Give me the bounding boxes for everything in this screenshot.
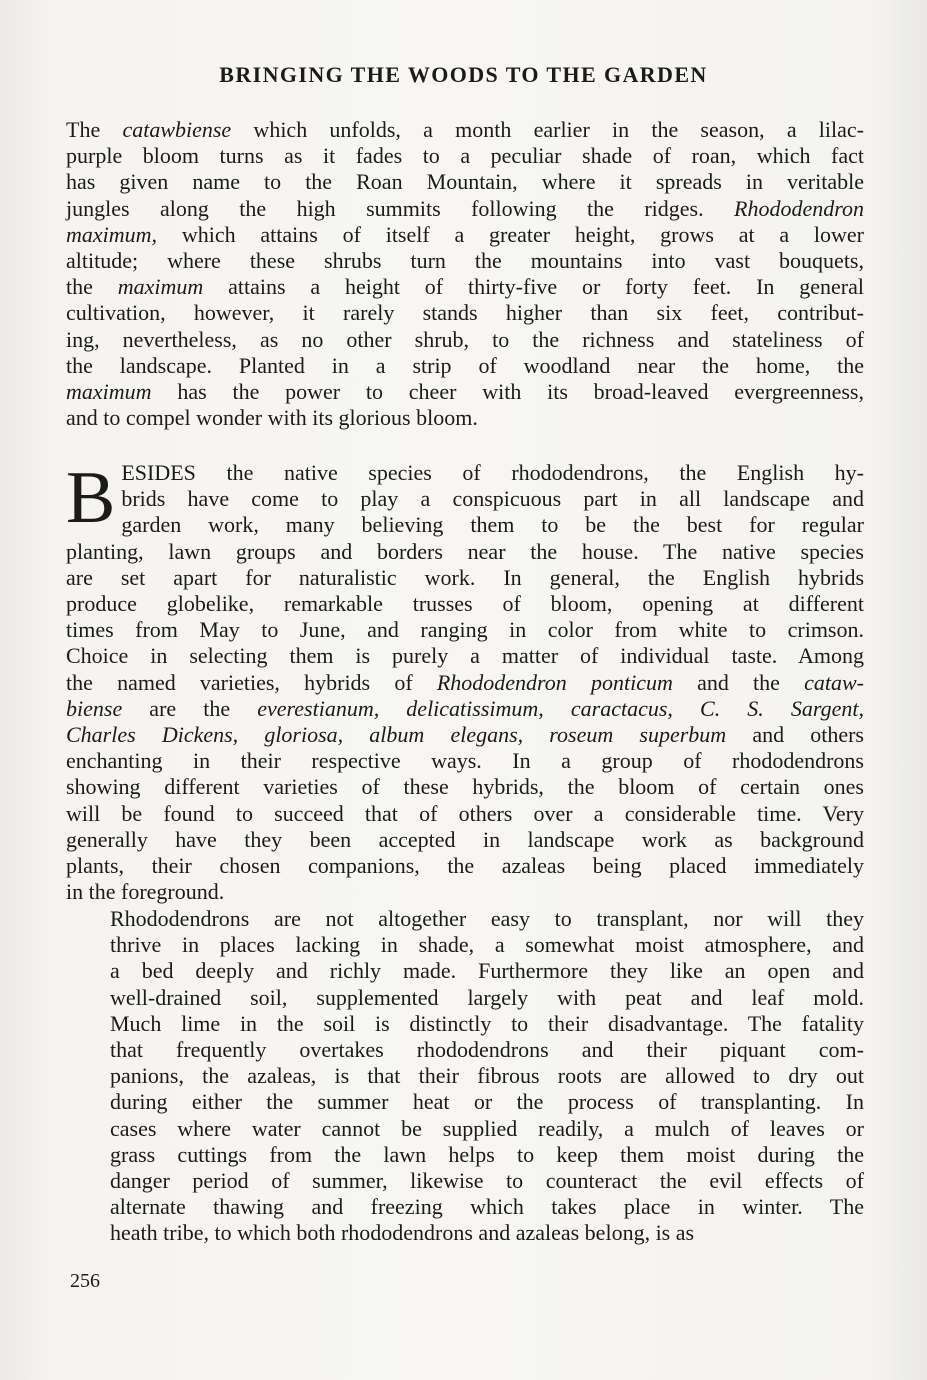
text-run: plants, their chosen companions, the azaleas being placed immediately <box>66 853 864 879</box>
text-line <box>66 353 864 379</box>
italic-run: Charles Dickens, gloriosa, album elegans, roseum superbum <box>66 722 727 748</box>
text-run: panions, the azaleas, is that their fibrous roots are allowed to dry out <box>110 1063 864 1089</box>
italic-run: maximum <box>117 274 204 300</box>
text-run: alternate thawing and freezing which takes place in winter. The <box>110 1194 864 1220</box>
text-run: Much lime in the soil is distinctly to their disadvantage. The fatality <box>110 1010 864 1036</box>
text-line <box>66 985 864 1011</box>
text-run: jungles along the high summits following the ridges. <box>66 195 735 221</box>
text-line <box>66 486 864 512</box>
text-line <box>66 722 864 748</box>
text-line <box>66 1063 864 1089</box>
text-line <box>66 405 864 431</box>
text-line <box>66 169 864 195</box>
text-line <box>66 460 864 486</box>
text-line <box>66 591 864 617</box>
text-run: cultivation, however, it rarely stands higher than six feet, contribut- <box>66 300 864 326</box>
text-run: well-drained soil, supplemented largely with peat and leaf mold. <box>110 984 864 1010</box>
text-line <box>66 1168 864 1194</box>
text-line <box>66 196 864 222</box>
text-line <box>66 222 864 248</box>
text-run: will be found to succeed that of others over a considerable time. Very <box>66 800 864 826</box>
text-run: during either the summer heat or the process of transplanting. In <box>110 1089 864 1115</box>
text-run: altitude; where these shrubs turn the mountains into vast bouquets, <box>66 248 864 274</box>
text-line <box>66 932 864 958</box>
text-line <box>66 774 864 800</box>
text-run: has the power to cheer with its broad-leaved evergreenness, <box>151 379 864 405</box>
text-line <box>66 748 864 774</box>
text-run: produce globelike, remarkable trusses of bloom, opening at different <box>66 591 864 617</box>
page-number: 256 <box>70 1270 100 1292</box>
text-line <box>66 248 864 274</box>
text-run: Rhododendrons are not altogether easy to transplant, nor will they <box>110 906 864 931</box>
text-run: thrive in places lacking in shade, a somewhat moist atmosphere, and <box>110 932 864 958</box>
text-run: a bed deeply and richly made. Furthermore they like an open and <box>110 958 864 984</box>
text-line <box>66 565 864 591</box>
text-line <box>66 1142 864 1168</box>
text-run: garden work, many believing them to be the best for regular <box>121 512 864 538</box>
text-line <box>66 1037 864 1063</box>
text-line <box>66 670 864 696</box>
text-line <box>66 512 864 538</box>
paragraph-2 <box>66 457 865 905</box>
paragraph-3 <box>66 906 864 1247</box>
text-line <box>66 696 864 722</box>
text-line <box>66 853 864 879</box>
text-line <box>66 617 864 643</box>
text-run: purple bloom turns as it fades to a peculiar shade of roan, which fact <box>66 143 864 169</box>
text-line <box>66 327 864 353</box>
text-run: enchanting in their respective ways. In a group of rhododendrons <box>66 748 864 774</box>
text-run: are the <box>122 695 258 721</box>
text-run: which attains of itself a greater height, grows at a lower <box>157 221 864 247</box>
text-line <box>66 1220 864 1246</box>
text-line <box>66 801 864 827</box>
italic-run: maximum <box>66 379 152 405</box>
text-run: and to compel wonder with its glorious bloom. <box>66 405 478 431</box>
text-run: the named varieties, hybrids of <box>66 669 437 695</box>
text-line <box>66 906 864 932</box>
text-run: ESIDES the native species of rhododendrons, the English hy- <box>121 460 864 485</box>
italic-run: biense <box>66 695 123 721</box>
text-line <box>66 379 864 405</box>
drop-cap: B <box>66 457 116 539</box>
text-line <box>66 143 864 169</box>
italic-run: catawbiense <box>122 117 232 142</box>
running-head: BRINGING THE WOODS TO THE GARDEN <box>219 62 708 87</box>
italic-run: Rhododendron <box>734 195 864 221</box>
italic-run: maximum, <box>66 221 158 247</box>
text-line <box>66 274 864 300</box>
text-line <box>66 1089 864 1115</box>
text-run: and others <box>726 722 864 748</box>
text-run: that frequently overtakes rhododendrons and their piquant com- <box>110 1037 864 1063</box>
text-line <box>66 300 864 326</box>
text-run: generally have they been accepted in landscape work as background <box>66 826 864 852</box>
text-line <box>66 1194 864 1220</box>
text-line <box>66 1011 864 1037</box>
italic-run: everestianum, delicatissimum, caractacus, C. S. Sargent, <box>257 695 865 721</box>
text-run: the landscape. Planted in a strip of woodland near the home, the <box>66 352 864 378</box>
text-line <box>66 827 864 853</box>
text-run: showing different varieties of these hybrids, the bloom of certain ones <box>66 774 864 800</box>
text-run: and the <box>672 669 805 695</box>
text-run: times from May to June, and ranging in color from white to crimson. <box>66 617 864 643</box>
text-run: planting, lawn groups and borders near the house. The native species <box>66 538 864 564</box>
text-line <box>66 643 864 669</box>
text-run: the <box>66 274 118 300</box>
text-run: in the foreground. <box>66 879 225 905</box>
text-run: grass cuttings from the lawn helps to keep them moist during the <box>110 1141 864 1167</box>
text-run: Choice in selecting them is purely a matter of individual taste. Among <box>66 643 864 669</box>
text-run: are set apart for naturalistic work. In general, the English hybrids <box>66 564 864 590</box>
text-run: heath tribe, to which both rhododendrons and azaleas belong, is as <box>110 1220 695 1246</box>
italic-run: Rhododendron ponticum <box>436 669 673 695</box>
text-run: The <box>66 117 123 142</box>
text-run: which unfolds, a month earlier in the season, a lilac- <box>231 117 864 142</box>
text-run: brids have come to play a conspicuous part in all landscape and <box>121 486 864 512</box>
text-run: attains a height of thirty-five or forty feet. In general <box>203 274 864 300</box>
text-run: ing, nevertheless, as no other shrub, to the richness and stateliness of <box>66 326 864 352</box>
text-line <box>66 958 864 984</box>
text-line <box>66 879 864 905</box>
text-run: has given name to the Roan Mountain, where it spreads in veritable <box>66 169 864 195</box>
text-run: cases where water cannot be supplied readily, a mulch of leaves or <box>110 1115 864 1141</box>
text-run: danger period of summer, likewise to counteract the evil effects of <box>110 1168 864 1194</box>
italic-run: cataw- <box>804 669 864 695</box>
paragraph-1 <box>66 117 864 431</box>
text-line <box>66 539 864 565</box>
text-line <box>66 117 864 143</box>
text-line <box>66 1116 864 1142</box>
